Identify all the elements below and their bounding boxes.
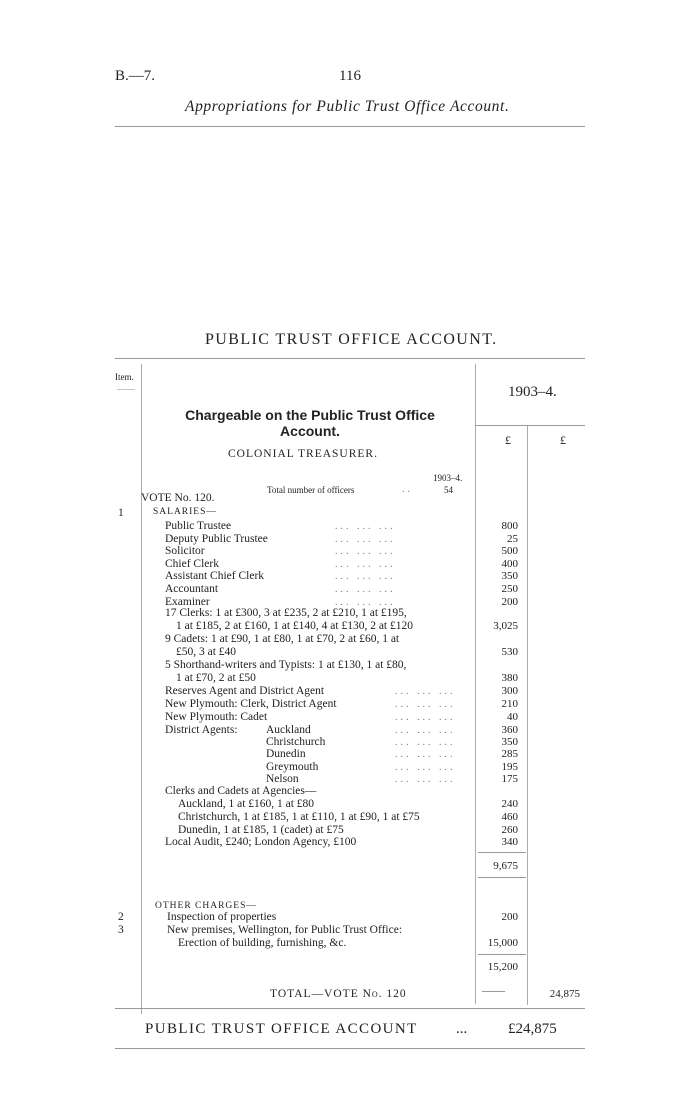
year-header-rule <box>475 425 585 426</box>
typists-line-1: 5 Shorthand-writers and Typists: 1 at £130, 1 at £80, <box>165 659 407 671</box>
officers-dots: .. <box>402 484 413 495</box>
cadets-amount: 530 <box>501 646 518 658</box>
salary-row-amount: 25 <box>507 532 518 545</box>
agent-row-amount: 300 <box>501 685 518 697</box>
district-agents-label: District Agents: <box>165 724 238 736</box>
officers-label: Total number of officers <box>267 485 355 495</box>
salaries-item-no: 1 <box>118 507 124 519</box>
salary-row-text: Solicitor <box>165 545 205 558</box>
district-row-amount: 175 <box>501 772 518 785</box>
salary-row-leader-dots: ... ... ... <box>335 558 396 570</box>
district-row-text: Greymouth <box>266 760 319 773</box>
footer-dots: ... <box>456 1021 468 1037</box>
other-charge-text: Inspection of properties <box>167 911 277 923</box>
page-number: 116 <box>339 68 361 84</box>
salary-row-text: Deputy Public Trustee <box>165 532 268 545</box>
district-row-leader-dots: ... ... ... <box>395 725 456 736</box>
item-column-header: Item. <box>115 372 134 382</box>
footer-label: PUBLIC TRUST OFFICE ACCOUNT <box>145 1021 418 1037</box>
reference-number: B.—7. <box>115 68 156 84</box>
local-audit-amount: 340 <box>501 836 518 848</box>
agent-row-text: New Plymouth: Clerk, District Agent <box>165 698 337 710</box>
agencies-heading: Clerks and Cadets at Agencies— <box>165 785 317 797</box>
salaries-total: 9,675 <box>493 860 518 872</box>
year-column-header: 1903–4. <box>508 384 557 400</box>
salary-row-amount: 250 <box>501 583 518 595</box>
salary-row-leader-dots: ... ... ... <box>335 546 396 558</box>
clerks-line-2: 1 at £185, 2 at £160, 1 at £140, 4 at £130, 2 at £120 <box>176 620 413 632</box>
salary-row-text: Public Trustee <box>165 520 232 532</box>
salary-row-leader-dots: ... ... ... <box>335 571 396 583</box>
district-row-text: Nelson <box>266 772 299 785</box>
item-column-rule <box>141 364 142 1014</box>
agent-row-leader-dots: ... ... ... <box>395 686 456 697</box>
section-title: PUBLIC TRUST OFFICE ACCOUNT. <box>205 331 498 348</box>
page-subtitle: Appropriations for Public Trust Office Account. <box>185 98 510 115</box>
district-row-amount: 350 <box>501 736 518 749</box>
typists-line-2: 1 at £70, 2 at £50 <box>176 672 256 684</box>
cadets-line-1: 9 Cadets: 1 at £90, 1 at £80, 1 at £70, 2 at £60, 1 at <box>165 633 400 645</box>
item-header-dash: —— <box>117 384 135 394</box>
agent-row-leader-dots: ... ... ... <box>395 699 456 710</box>
other-charge-amount: 200 <box>501 911 518 923</box>
salary-row-leader-dots: ... ... ... <box>335 584 396 595</box>
district-row-amount: 195 <box>501 760 518 773</box>
footer-amount: £24,875 <box>508 1021 557 1037</box>
salary-row-amount: 800 <box>501 520 518 532</box>
district-row-leader-dots: ... ... ... <box>395 749 456 761</box>
agent-row-amount: 210 <box>501 698 518 710</box>
cadets-line-2: £50, 3 at £40 <box>176 646 237 658</box>
agency-row-amount: 240 <box>501 798 518 810</box>
salaries-subtotal-rule <box>478 852 526 853</box>
department-heading: COLONIAL TREASURER. <box>228 448 378 460</box>
table-bottom-rule <box>115 1008 585 1009</box>
pound-sign-left: £ <box>505 433 511 447</box>
district-row-amount: 360 <box>501 724 518 736</box>
agency-row-text: Christchurch, 1 at £185, 1 at £110, 1 at £90, 1 at £75 <box>178 810 420 823</box>
footer-rule <box>115 1048 585 1049</box>
other-charges-heading: OTHER CHARGES— <box>155 901 257 911</box>
salary-row-amount: 200 <box>501 595 518 608</box>
other-charge-text: New premises, Wellington, for Public Trust Office: <box>167 924 403 936</box>
local-audit-text: Local Audit, £240; London Agency, £100 <box>165 836 357 848</box>
agency-row-amount: 460 <box>501 810 518 823</box>
salaries-heading: SALARIES— <box>153 507 217 517</box>
salary-row-text: Accountant <box>165 583 219 595</box>
agent-row-amount: 40 <box>507 711 518 723</box>
agency-row-text: Auckland, 1 at £160, 1 at £80 <box>178 798 315 810</box>
header-rule <box>115 126 585 127</box>
agent-row-leader-dots: ... ... ... <box>395 712 456 723</box>
agency-row-text: Dunedin, 1 at £185, 1 (cadet) at £75 <box>178 823 344 836</box>
district-row-leader-dots: ... ... ... <box>395 773 456 785</box>
salary-row-amount: 400 <box>501 557 518 570</box>
amount-column-left-rule <box>475 364 476 1004</box>
other-total: 15,200 <box>487 961 518 973</box>
salary-row-amount: 500 <box>501 545 518 558</box>
district-row-text: Auckland <box>266 724 311 736</box>
agent-row-text: New Plymouth: Cadet <box>165 711 268 723</box>
clerks-line-1: 17 Clerks: 1 at £300, 3 at £235, 2 at £210, 1 at £195, <box>165 607 407 619</box>
other-charge-item-no: 2 <box>118 911 124 923</box>
district-row-text: Dunedin <box>266 748 306 761</box>
total-vote-label: TOTAL—VOTE No. 120 <box>270 988 407 1000</box>
salary-row-text: Assistant Chief Clerk <box>165 570 265 583</box>
district-row-amount: 285 <box>501 748 518 761</box>
salary-row-text: Examiner <box>165 595 210 608</box>
chargeable-heading: Chargeable on the Public Trust Office Account. <box>185 407 435 439</box>
section-rule <box>115 358 585 359</box>
salaries-total-rule <box>478 877 526 878</box>
agent-row-text: Reserves Agent and District Agent <box>165 685 325 697</box>
salary-row-leader-dots: ... ... ... <box>335 521 396 532</box>
vote-label: VOTE No. 120. <box>141 492 215 504</box>
salary-row-amount: 350 <box>501 570 518 583</box>
erection-text: Erection of building, furnishing, &c. <box>178 937 347 949</box>
salary-row-leader-dots: ... ... ... <box>335 596 396 608</box>
clerks-amount: 3,025 <box>493 620 518 632</box>
pound-sign-right: £ <box>560 433 566 447</box>
salary-row-leader-dots: ... ... ... <box>335 533 396 545</box>
salary-row-text: Chief Clerk <box>165 557 219 570</box>
other-charge-item-no: 3 <box>118 924 124 936</box>
agency-row-amount: 260 <box>501 823 518 836</box>
typists-amount: 380 <box>501 672 518 684</box>
erection-amount: 15,000 <box>487 937 518 949</box>
other-subtotal-rule <box>478 954 526 955</box>
officers-count: 54 <box>444 485 453 495</box>
total-vote-amount: 24,875 <box>549 988 580 1000</box>
officers-year: 1903–4. <box>433 473 463 483</box>
district-row-leader-dots: ... ... ... <box>395 737 456 749</box>
district-row-leader-dots: ... ... ... <box>395 761 456 773</box>
total-dash: —— <box>482 985 505 997</box>
district-row-text: Christchurch <box>266 736 326 749</box>
amount-column-mid-rule <box>527 425 528 1005</box>
